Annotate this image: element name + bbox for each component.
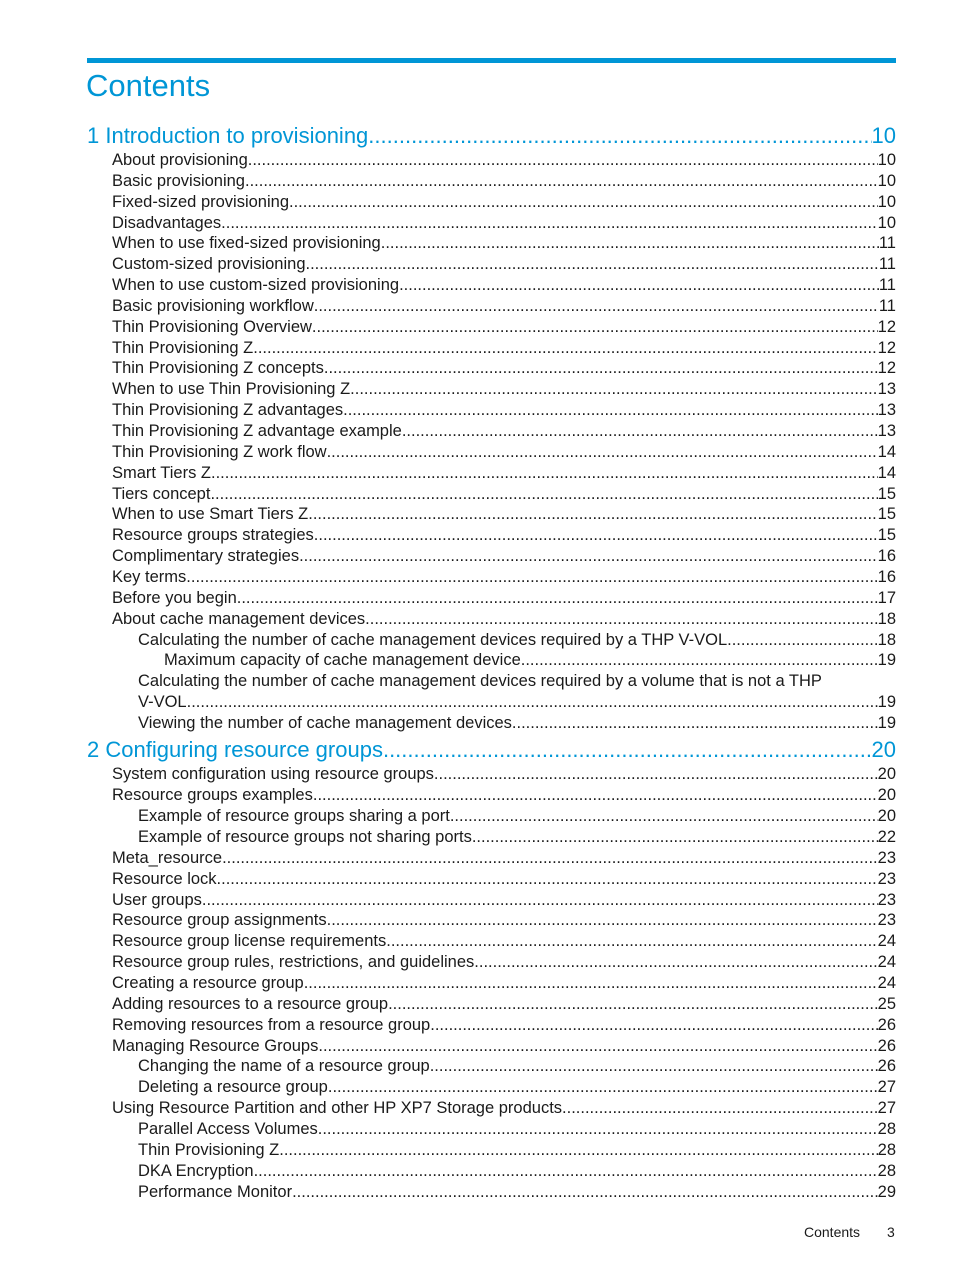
toc-page-number: 18 [877, 610, 896, 628]
toc-leader [430, 1015, 877, 1036]
toc-chapter-2[interactable] [87, 736, 896, 764]
toc-page-number: 19 [877, 714, 896, 732]
toc-leader [474, 952, 877, 973]
toc-entry[interactable] [112, 484, 896, 505]
toc-page-number: 24 [877, 974, 896, 992]
toc-entry-label: User groups [112, 891, 202, 909]
footer-section-label: Contents [804, 1224, 861, 1240]
toc-entry[interactable] [112, 504, 896, 525]
toc-leader [308, 504, 877, 525]
toc-subentry[interactable] [138, 827, 896, 848]
toc-leader [318, 1119, 878, 1140]
toc-page-number: 24 [877, 953, 896, 971]
toc-leader [562, 1098, 878, 1119]
toc-leader [210, 484, 877, 505]
toc-entry-label: When to use fixed-sized provisioning [112, 234, 381, 252]
toc-entry-label: Meta_resource [112, 849, 223, 867]
toc-entry[interactable] [112, 233, 896, 254]
toc-page-number: 13 [877, 422, 896, 440]
toc-entry-label: Deleting a resource group [138, 1078, 328, 1096]
toc-entry-label: Thin Provisioning Z [138, 1141, 280, 1159]
toc-page-number: 19 [877, 693, 896, 711]
toc-leader [306, 254, 879, 275]
toc-entry-label: When to use Smart Tiers Z [112, 505, 309, 523]
toc-entry-label: Resource lock [112, 870, 217, 888]
toc-page-number: 27 [877, 1099, 896, 1117]
toc-leader [368, 122, 871, 150]
toc-leader [245, 171, 878, 192]
toc-entry-label: Disadvantages [112, 214, 222, 232]
toc-entry[interactable] [112, 379, 896, 400]
toc-subentry[interactable] [138, 713, 896, 734]
toc-leader [186, 567, 877, 588]
toc-leader [365, 609, 877, 630]
toc-entry-label: About provisioning [112, 151, 248, 169]
toc-subentry[interactable] [138, 1077, 896, 1098]
toc-entry[interactable] [112, 764, 896, 785]
toc-entry-label: Thin Provisioning Z work flow [112, 443, 327, 461]
toc-leader [211, 463, 878, 484]
toc-subsubentry[interactable] [164, 650, 896, 671]
toc-leader [237, 588, 878, 609]
toc-page-number: 28 [877, 1162, 896, 1180]
toc-entry-label: About cache management devices [112, 610, 366, 628]
toc-page-number: 11 [878, 234, 896, 252]
toc-page-number: 11 [878, 297, 896, 315]
toc-entry[interactable] [112, 358, 896, 379]
toc-entry-label: Basic provisioning workflow [112, 297, 314, 315]
toc-leader [312, 317, 878, 338]
toc-page-number: 23 [877, 870, 896, 888]
toc-leader [289, 192, 878, 213]
toc-leader [450, 806, 878, 827]
toc-leader [202, 890, 878, 911]
toc-leader [521, 650, 878, 671]
toc-entry[interactable] [112, 296, 896, 317]
toc-entry-label: Resource group assignments [112, 911, 327, 929]
toc-page-number: 29 [877, 1183, 896, 1201]
toc-page-number: 23 [877, 849, 896, 867]
toc-entry[interactable] [112, 421, 896, 442]
toc-entry[interactable] [112, 338, 896, 359]
toc-leader [327, 910, 878, 931]
toc-page-number: 13 [877, 401, 896, 419]
toc-entry[interactable] [112, 973, 896, 994]
toc-page-number: 10 [877, 214, 896, 232]
toc-entry-label: Parallel Access Volumes [138, 1120, 318, 1138]
toc-entry-label: When to use Thin Provisioning Z [112, 380, 351, 398]
toc-entry-label: Before you begin [112, 589, 237, 607]
toc-page-number: 10 [877, 193, 896, 211]
toc-entry[interactable] [112, 463, 896, 484]
toc-leader [383, 736, 872, 764]
toc-entry-label: DKA Encryption [138, 1162, 254, 1180]
toc-entry-label: Changing the name of a resource group [138, 1057, 430, 1075]
toc-entry-label: Tiers concept [112, 485, 211, 503]
toc-leader [187, 692, 878, 713]
toc-entry[interactable] [112, 567, 896, 588]
toc-page-number: 12 [877, 359, 896, 377]
toc-entry-label: Smart Tiers Z [112, 464, 212, 482]
toc-subentry[interactable] [138, 630, 896, 651]
toc-leader [350, 379, 877, 400]
toc-entry[interactable] [112, 213, 896, 234]
toc-entry[interactable] [112, 869, 896, 890]
toc-page-number: 23 [877, 891, 896, 909]
toc-page-number: 25 [877, 995, 896, 1013]
toc-entry-label: Calculating the number of cache management devices required by a THP V-VOL [138, 631, 728, 649]
toc-page-number: 20 [871, 737, 896, 762]
toc-page-number: 17 [877, 589, 896, 607]
toc-leader [314, 525, 878, 546]
toc-subentry[interactable] [138, 1056, 896, 1077]
toc-page-number: 13 [877, 380, 896, 398]
toc-page-number: 18 [877, 631, 896, 649]
toc-entry-label: Thin Provisioning Overview [112, 318, 312, 336]
toc-leader [217, 869, 878, 890]
toc-leader [512, 713, 878, 734]
toc-chapter-label: 1 Introduction to provisioning [87, 123, 369, 148]
toc-entry-label: Using Resource Partition and other HP XP7 Storage products [112, 1099, 563, 1117]
toc-entry[interactable] [112, 910, 896, 931]
toc-page-number: 11 [878, 276, 896, 294]
toc-entry-label: Viewing the number of cache management devices [138, 714, 512, 732]
page-title: Contents [86, 68, 211, 103]
toc-leader [328, 1077, 878, 1098]
toc-leader [292, 1182, 878, 1203]
toc-leader [314, 296, 879, 317]
footer-page-number: 3 [887, 1224, 895, 1240]
toc-page-number: 10 [877, 151, 896, 169]
toc-page-number: 10 [877, 172, 896, 190]
toc-entry[interactable] [112, 442, 896, 463]
toc-entry[interactable] [112, 1098, 896, 1119]
toc-entry-label: Thin Provisioning Z advantage example [112, 422, 402, 440]
toc-chapter-1[interactable] [87, 122, 896, 150]
toc-entry[interactable] [112, 785, 896, 806]
toc-leader [324, 358, 878, 379]
toc-page-number: 16 [877, 568, 896, 586]
toc-leader [299, 546, 878, 567]
toc-page-number: 12 [877, 318, 896, 336]
toc-entry-label: Maximum capacity of cache management device [164, 651, 521, 669]
toc-page-number: 22 [877, 828, 896, 846]
toc-leader [430, 1056, 878, 1077]
toc-entry[interactable] [112, 317, 896, 338]
toc-leader [381, 233, 879, 254]
toc-page-number: 27 [877, 1078, 896, 1096]
toc-leader [343, 400, 878, 421]
toc-page-number: 15 [877, 505, 896, 523]
toc-entry[interactable] [112, 150, 896, 171]
toc-leader [248, 150, 878, 171]
toc-entry-label: Key terms [112, 568, 187, 586]
top-rule [87, 58, 896, 63]
toc-page-number: 20 [877, 765, 896, 783]
toc-entry-label: Resource group rules, restrictions, and guidelines [112, 953, 475, 971]
toc-entry[interactable] [112, 609, 896, 630]
toc-entry-label: Adding resources to a resource group [112, 995, 389, 1013]
toc-page-number: 23 [877, 911, 896, 929]
toc-page-number: 12 [877, 339, 896, 357]
toc-leader [254, 1161, 878, 1182]
toc-subentry-wrapped-line[interactable]: Calculating the number of cache management devices required by a volume that is not a THP [138, 672, 822, 690]
toc-page-number: 10 [871, 123, 896, 148]
toc-entry[interactable] [112, 192, 896, 213]
toc-entry-label: System configuration using resource groups [112, 765, 434, 783]
toc-subentry[interactable] [138, 1161, 896, 1182]
toc-entry-label: Thin Provisioning Z concepts [112, 359, 324, 377]
toc-leader [304, 973, 878, 994]
toc-page-number: 15 [877, 526, 896, 544]
toc-entry-label: Resource groups strategies [112, 526, 314, 544]
toc-leader [253, 338, 877, 359]
toc-leader [221, 213, 877, 234]
toc-subentry[interactable] [138, 1140, 896, 1161]
toc-leader [402, 421, 878, 442]
toc-subentry-wrapped-end[interactable] [138, 692, 896, 713]
toc-entry[interactable] [112, 254, 896, 275]
toc-entry[interactable] [112, 952, 896, 973]
toc-entry-label: When to use custom-sized provisioning [112, 276, 400, 294]
toc-leader [279, 1140, 877, 1161]
toc-page-number: 26 [877, 1016, 896, 1034]
toc-leader [313, 785, 878, 806]
toc-entry-label: Example of resource groups sharing a port [138, 807, 450, 825]
toc-entry[interactable] [112, 546, 896, 567]
toc-entry-label: Resource group license requirements [112, 932, 387, 950]
toc-leader [727, 630, 878, 651]
toc-page-number: 28 [877, 1120, 896, 1138]
toc-entry[interactable] [112, 890, 896, 911]
toc-page-number: 16 [877, 547, 896, 565]
toc-page-number: 19 [877, 651, 896, 669]
toc-page-number: 20 [877, 807, 896, 825]
toc-entry-label: Managing Resource Groups [112, 1037, 319, 1055]
toc-subentry[interactable] [138, 1119, 896, 1140]
toc-leader [472, 827, 878, 848]
toc-entry[interactable] [112, 171, 896, 192]
toc-entry[interactable] [112, 588, 896, 609]
toc-page-number: 14 [877, 464, 896, 482]
toc-entry-label: Resource groups examples [112, 786, 313, 804]
toc-entry[interactable] [112, 400, 896, 421]
toc-entry[interactable] [112, 525, 896, 546]
toc-page-number: 28 [877, 1141, 896, 1159]
toc-page-number: 14 [877, 443, 896, 461]
toc-leader [386, 931, 877, 952]
toc-entry[interactable] [112, 275, 896, 296]
toc-page-number: 20 [877, 786, 896, 804]
toc-page-number: 24 [877, 932, 896, 950]
toc-entry-label: Creating a resource group [112, 974, 304, 992]
toc-subentry[interactable] [138, 806, 896, 827]
toc-entry[interactable] [112, 994, 896, 1015]
toc-leader [327, 442, 878, 463]
toc-entry-label: Fixed-sized provisioning [112, 193, 289, 211]
toc-page-number: 26 [877, 1057, 896, 1075]
toc-leader [222, 848, 878, 869]
toc-entry[interactable] [112, 848, 896, 869]
toc-leader [388, 994, 878, 1015]
toc-entry-label: Basic provisioning [112, 172, 245, 190]
toc-entry-label: Example of resource groups not sharing ports [138, 828, 472, 846]
toc-entry-label: Complimentary strategies [112, 547, 300, 565]
toc-entry[interactable] [112, 931, 896, 952]
toc-entry[interactable] [112, 1036, 896, 1057]
toc-entry-label: V-VOL [138, 693, 187, 711]
toc-entry-label: Custom-sized provisioning [112, 255, 306, 273]
toc-leader [318, 1036, 877, 1057]
toc-entry[interactable] [112, 1015, 896, 1036]
toc-entry-label: Performance Monitor [138, 1183, 293, 1201]
toc-entry-label: Thin Provisioning Z [112, 339, 254, 357]
toc-entry-label: Thin Provisioning Z advantages [112, 401, 344, 419]
toc-chapter-label: 2 Configuring resource groups [87, 737, 383, 762]
toc-page-number: 15 [877, 485, 896, 503]
toc-entry-label: Removing resources from a resource group [112, 1016, 431, 1034]
toc-page-number: 11 [878, 255, 896, 273]
toc-leader [434, 764, 878, 785]
toc-page-number: 26 [877, 1037, 896, 1055]
toc-leader [399, 275, 879, 296]
toc-subentry[interactable] [138, 1182, 896, 1203]
